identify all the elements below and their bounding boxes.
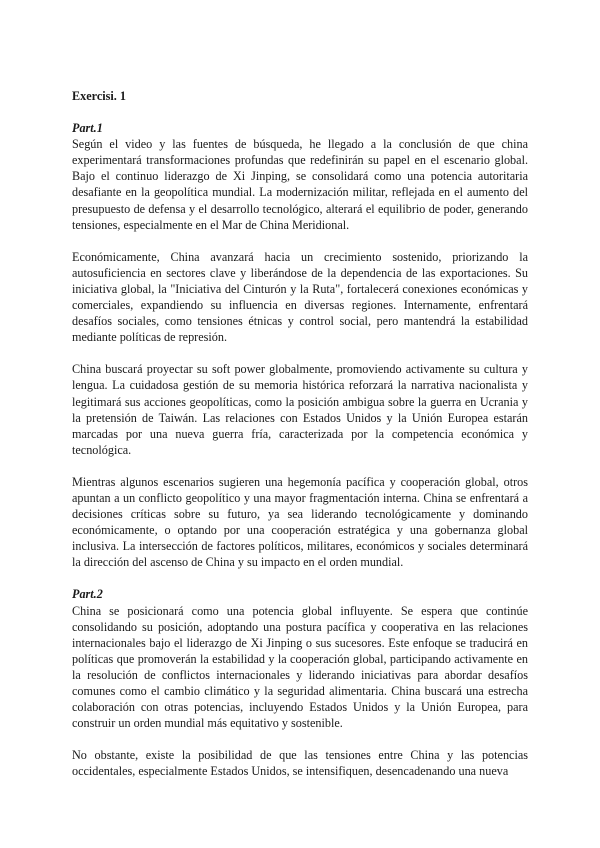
document-title: Exercisi. 1	[72, 89, 126, 103]
paragraph: China buscará proyectar su soft power globalmente, promoviendo activamente su cultura y lengua. La cuidadosa gestión de su memoria histórica reforzará la narrativa nacionalista y legitimará sus acciones geopolíticas, como la posición ambigua sobre la guerra en Ucrania y la pretensión de Taiwán. Las relaciones con Estados Unidos y la Unión Europea estarán marcadas por una nueva guerra fría, caracterizada por la competencia económica y tecnológica.	[72, 362, 528, 457]
part1-heading: Part.1	[72, 121, 103, 136]
document-body	[72, 88, 528, 795]
paragraph: Mientras algunos escenarios sugieren una hegemonía pacífica y cooperación global, otros apuntan a un conflicto geopolítico y una mayor fragmentación interna. China se enfrentará a decisiones críticas sobre su futuro, ya sea liderando tecnológicamente y dominando económicamente, o optando por una cooperación estratégica y una gobernanza global inclusiva. La intersección de factores políticos, militares, económicos y sociales determinará la dirección del ascenso de China y su impacto en el orden mundial.	[72, 474, 528, 570]
paragraph: No obstante, existe la posibilidad de que las tensiones entre China y las potencias occidentales, especialmente Estados Unidos, se intensifiquen, desencadenando una nueva	[72, 748, 528, 779]
paragraph: Según el video y las fuentes de búsqueda, he llegado a la conclusión de que china experimentará transformaciones profundas que redefinirán su papel en el escenario global. Bajo el continuo liderazgo de Xi Jinping, se consolidará como una potencia autoritaria desafiante en la geopolítica mundial. La modernización militar, reflejada en el aumento del presupuesto de defensa y el desarrollo tecnológico, alterará el equilibrio de poder, generando tensiones, especialmente en el Mar de China Meridional.	[72, 137, 528, 232]
paragraph: Económicamente, China avanzará hacia un crecimiento sostenido, priorizando la autosuficiencia en sectores clave y liberándose de la dependencia de las exportaciones. Su iniciativa global, la "Iniciativa del Cinturón y la Ruta", fortalecerá conexiones económicas y comerciales, expandiendo su influencia en diversas regiones. Internamente, enfrentará desafíos sociales, como tensiones étnicas y control social, pero mantendrá la estabilidad mediante políticas de represión.	[72, 249, 528, 345]
part2-heading: Part.2	[72, 587, 103, 602]
paragraph: China se posicionará como una potencia global influyente. Se espera que continúe consolidando su posición, adoptando una postura pacífica y cooperativa en las relaciones internacionales bajo el liderazgo de Xi Jinping o sus sucesores. Este enfoque se traducirá en políticas que promoverán la estabilidad y la cooperación global, participando activamente en la resolución de conflictos internacionales y liderando iniciativas para abordar desafíos comunes como el cambio climático y la seguridad alimentaria. China buscará una estrecha colaboración con otras potencias, incluyendo Estados Unidos y la Unión Europea, para construir un orden mundial más equitativo y sostenible.	[72, 603, 528, 731]
